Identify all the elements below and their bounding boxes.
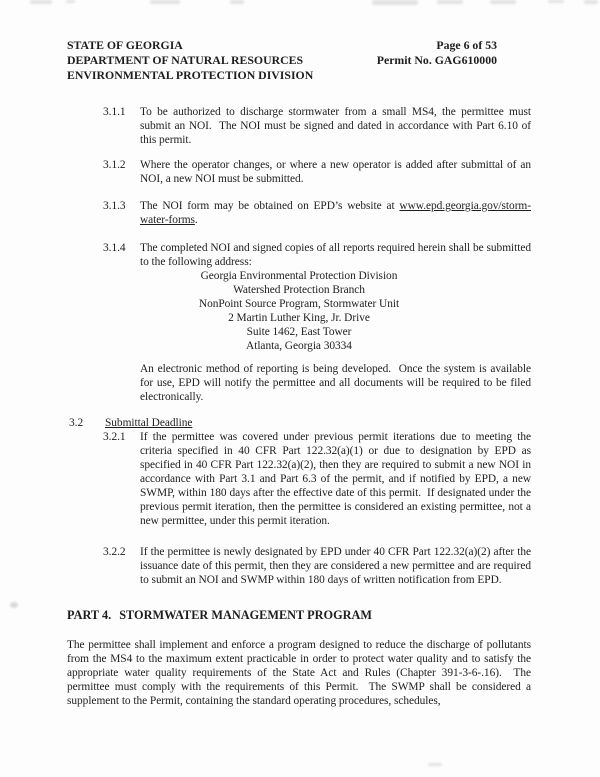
clause-number: 3.2.2: [103, 546, 126, 558]
section-number: 3.2: [69, 417, 84, 429]
clause-text-segment: .: [194, 214, 198, 226]
clause-number: 3.1.2: [103, 159, 126, 171]
clause-text: Where the operator changes, or where a new operator is added after submittal of an NOI, a new NOI must be submitted.: [140, 159, 531, 185]
clause-number: 3.1.4: [103, 242, 126, 254]
agency-name-block: [67, 38, 313, 83]
clause-3-2-2: [103, 545, 531, 587]
scan-artifact: [490, 0, 516, 4]
part-4-intro-paragraph: The permittee shall implement and enforce a program designed to reduce the discharge of pollutants from the MS4 to the maximum extent practicable in order to protect water quality and to satisfy the appropriate water quality requirements of the State Act and Rules (Chapter 391-3-6-.16). The permittee must comply with the requirements of this Permit. The SWMP shall be considered a supplement to the Permit, containing the standard operating procedures, schedules,: [67, 639, 531, 707]
clause-text: To be authorized to discharge stormwater from a small MS4, the permittee must submit an NOI. The NOI must be signed and dated in accordance with Part 6.10 of this permit.: [140, 106, 531, 146]
section-3-2-heading: [69, 416, 531, 430]
scan-artifact: [428, 763, 442, 766]
clause-3-1-3: [103, 199, 531, 227]
mailing-address-block: [67, 269, 531, 353]
epd-forms-url: www.epd.georgia.gov/storm-water-forms: [140, 200, 531, 226]
address-line: Watershed Protection Branch: [233, 284, 365, 296]
agency-line-state: STATE OF GEORGIA: [67, 38, 183, 52]
clause-3-1-1: [103, 105, 531, 147]
address-line: NonPoint Source Program, Stormwater Unit: [198, 298, 400, 310]
clause-text: If the permittee is newly designated by EPD under 40 CFR Part 122.32(a)(2) after the issuance date of this permit, then they are considered a new permittee and are required to submit an NOI and SWMP within 180 days of written notification from EPD.: [140, 546, 531, 586]
part-4-label: PART 4.: [67, 608, 112, 622]
address-line: 2 Martin Luther King, Jr. Drive: [228, 312, 370, 324]
clause-text: The completed NOI and signed copies of all reports required herein shall be submitted to the following address:: [140, 242, 531, 268]
address-line: Atlanta, Georgia 30334: [246, 340, 352, 352]
clause-3-1-4: [103, 241, 531, 269]
clause-number: 3.2.1: [103, 431, 126, 443]
clause-text-segment: The NOI form may be obtained on EPD’s website at: [140, 200, 395, 212]
part-4-title: STORMWATER MANAGEMENT PROGRAM: [119, 608, 372, 622]
agency-line-division: ENVIRONMENTAL PROTECTION DIVISION: [67, 68, 314, 82]
clause-text: [140, 199, 531, 227]
scan-artifact: [66, 0, 75, 3]
clause-number: 3.1.3: [103, 200, 126, 212]
scan-artifact: [372, 0, 418, 5]
agency-line-department: DEPARTMENT OF NATURAL RESOURCES: [67, 53, 304, 67]
clause-number: 3.1.1: [103, 106, 126, 118]
scan-artifact: [30, 0, 52, 4]
clause-3-2-1: [103, 430, 531, 528]
permit-number: Permit No. GAG610000: [376, 53, 497, 67]
scan-artifact: [584, 0, 598, 4]
scan-artifact: [10, 602, 18, 608]
scan-artifact: [230, 0, 244, 4]
clause-text: If the permittee was covered under previous permit iterations due to meeting the criteria specified in 40 CFR Part 122.32(a)(1) or due to designation by EPD as specified in 40 CFR Part 122.32(a)(2), then they are required to submit a new NOI in accordance with Part 3.1 and Part 6.3 of the permit, and if notified by EPD, a new SWMP, within 180 days after the effective date of this permit. If designated under the previous permit iteration, then the permittee is considered an existing permittee, not a new permittee, under this permit iteration.: [140, 431, 531, 527]
page-number: Page 6 of 53: [436, 38, 497, 52]
part-4-heading: [67, 608, 372, 623]
address-line: Suite 1462, East Tower: [246, 326, 352, 338]
scan-artifact: [437, 0, 463, 4]
scan-artifact: [548, 0, 564, 3]
electronic-reporting-note: An electronic method of reporting is being developed. Once the system is available for use, EPD will notify the permittee and all documents will be required to be filed electronically.: [140, 363, 531, 403]
page-info-block: [377, 38, 497, 68]
section-title: Submittal Deadline: [105, 417, 193, 429]
address-line: Georgia Environmental Protection Division: [200, 270, 398, 282]
scan-artifact: [150, 0, 180, 4]
clause-3-1-2: [103, 158, 531, 186]
